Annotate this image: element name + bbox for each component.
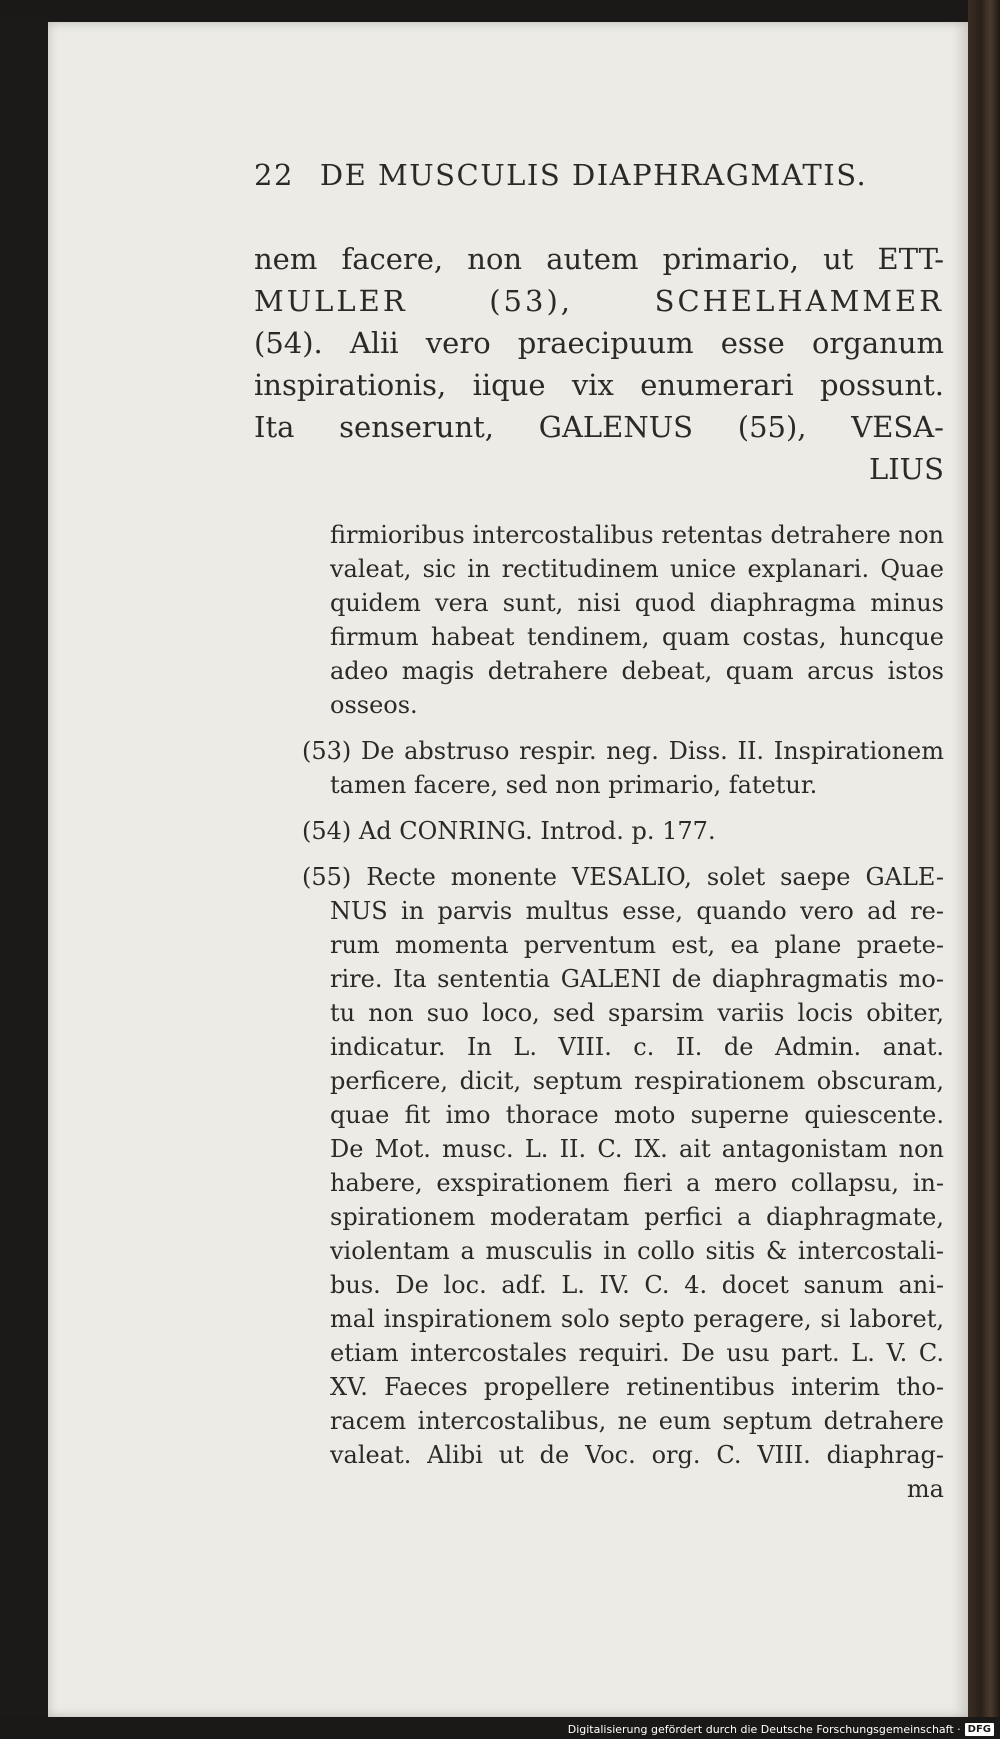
note-line: perficere, dicit, septum respirationem obscuram, <box>330 1067 944 1095</box>
catchword: ma <box>906 1475 944 1503</box>
note-line: (55) Recte monente VESALIO, solet saepe GALE- <box>302 863 944 891</box>
main-line: MULLER (53), SCHELHAMMER <box>254 284 944 318</box>
note-line: spirationem moderatam perfici a diaphragmate, <box>330 1203 944 1231</box>
note-line: violentam a musculis in collo sitis & intercostali- <box>330 1237 944 1265</box>
note-line: tu non suo loco, sed sparsim variis locis obiter, <box>330 999 944 1027</box>
footnote-continuation <box>330 518 944 722</box>
running-head <box>254 158 944 192</box>
footnote-53 <box>302 734 944 802</box>
catchword: LIUS <box>868 452 944 486</box>
note-line: habere, exspirationem fieri a mero collapsu, in- <box>330 1169 944 1197</box>
note-line: (54) Ad CONRING. Introd. p. 177. <box>302 817 716 845</box>
note-line: indicatur. In L. VIII. c. II. de Admin. anat. <box>330 1033 944 1061</box>
note-line: XV. Faeces propellere retinentibus interim tho- <box>330 1373 944 1401</box>
note-line: valeat, sic in rectitudinem unice explanari. Quae <box>330 555 944 583</box>
note-line: quidem vera sunt, nisi quod diaphragma minus <box>330 589 944 617</box>
note-line: racem intercostalibus, ne eum septum detrahere <box>330 1407 944 1435</box>
scan-border-top <box>0 0 1000 22</box>
note-line: etiam intercostales requiri. De usu part. L. V. C. <box>330 1339 944 1367</box>
footnote-55 <box>302 860 944 1506</box>
page-number: 22 <box>254 158 294 192</box>
footnotes <box>302 518 944 1506</box>
note-line: firmum habeat tendinem, quam costas, huncque <box>330 623 944 651</box>
note-line: bus. De loc. adf. L. IV. C. 4. docet sanum ani- <box>330 1271 944 1299</box>
main-line: Ita senserunt, GALENUS (55), VESA- <box>254 410 944 444</box>
dfg-logo: DFG <box>965 1723 994 1736</box>
page-title: DE MUSCULIS DIAPHRAGMATIS. <box>319 158 868 192</box>
note-line: NUS in parvis multus esse, quando vero ad re- <box>330 897 944 925</box>
note-line: (53) De abstruso respir. neg. Diss. II. Inspirationem <box>302 737 944 765</box>
main-line: inspirationis, iique vix enumerari possunt. <box>254 368 944 402</box>
note-line: tamen facere, sed non primario, fatetur. <box>330 771 818 799</box>
note-line: rire. Ita sententia GALENI de diaphragmatis mo- <box>330 965 944 993</box>
main-line: (54). Alii vero praecipuum esse organum <box>254 326 944 360</box>
credit-text: Digitalisierung gefördert durch die Deutsche Forschungsgemeinschaft · <box>567 1722 961 1736</box>
digitization-credit <box>568 1721 994 1737</box>
note-line: mal inspirationem solo septo peragere, si laboret, <box>330 1305 944 1333</box>
note-line: osseos. <box>330 691 418 719</box>
note-line: valeat. Alibi ut de Voc. org. C. VIII. diaphrag- <box>330 1441 944 1469</box>
note-line: De Mot. musc. L. II. C. IX. ait antagonistam non <box>330 1135 944 1163</box>
note-line: rum momenta perventum est, ea plane praete- <box>330 931 944 959</box>
footnote-54 <box>302 814 944 848</box>
note-line: quae fit imo thorace moto superne quiescente. <box>330 1101 944 1129</box>
main-line: nem facere, non autem primario, ut ETT- <box>254 242 944 276</box>
note-line: firmioribus intercostalibus retentas detrahere non <box>330 521 944 549</box>
main-text <box>254 238 944 490</box>
note-line: adeo magis detrahere debeat, quam arcus istos <box>330 657 944 685</box>
book-binding-edge <box>968 0 1000 1739</box>
